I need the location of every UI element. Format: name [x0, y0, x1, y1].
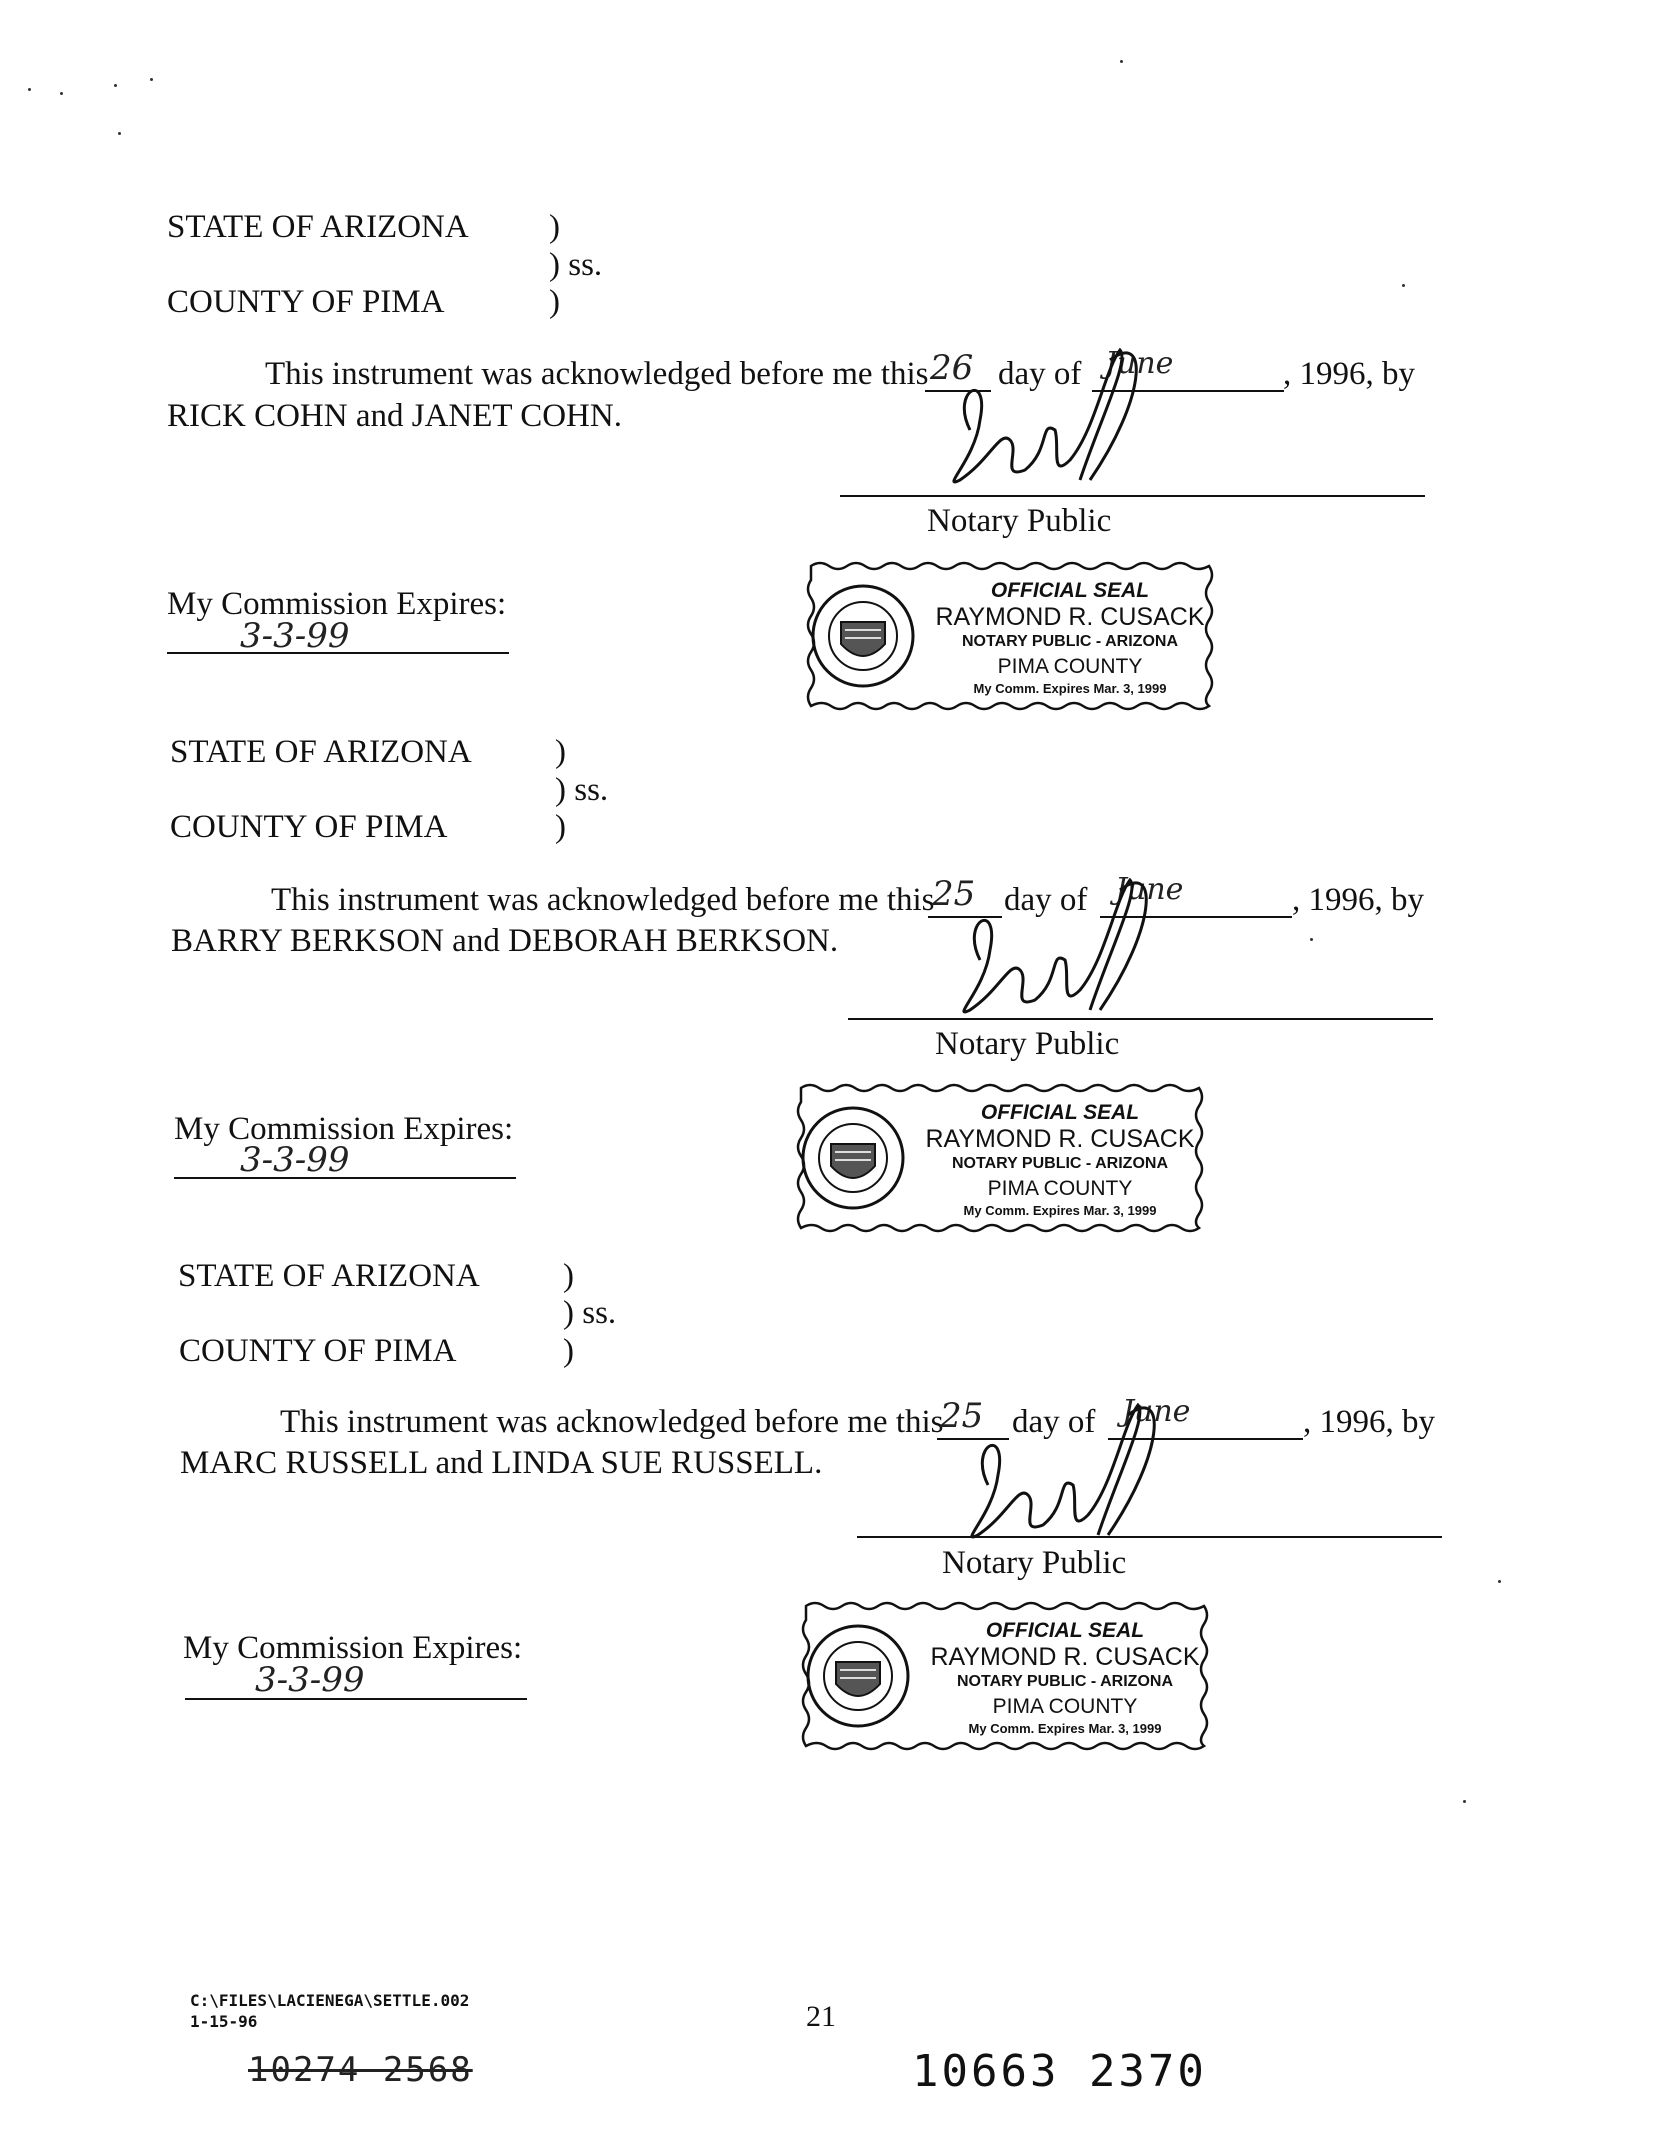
- seal-county: PIMA COUNTY: [997, 655, 1143, 678]
- commission-date-handwritten: 3-3-99: [240, 1140, 350, 1180]
- seal-name: RAYMOND R. CUSACK: [925, 1125, 1195, 1153]
- county-heading: COUNTY OF PIMA: [167, 284, 445, 320]
- file-path: C:\FILES\LACIENEGA\SETTLE.002: [190, 1991, 470, 2010]
- notary-signature: [948, 1385, 1191, 1565]
- seal-title: OFFICIAL SEAL: [980, 1101, 1140, 1124]
- seal-role: NOTARY PUBLIC - ARIZONA: [962, 633, 1178, 650]
- month-handwritten: June: [1105, 346, 1174, 381]
- seal-title: OFFICIAL SEAL: [985, 1619, 1145, 1642]
- scan-speck: [1402, 284, 1405, 287]
- commission-date-handwritten: 3-3-99: [240, 616, 350, 656]
- commission-label: My Commission Expires:: [167, 586, 507, 622]
- day-handwritten: 25: [932, 874, 976, 914]
- scan-speck: [1498, 1580, 1501, 1583]
- ss-mark: ) ss.: [563, 1295, 617, 1331]
- paren: ): [555, 809, 566, 845]
- commission-label: My Commission Expires:: [183, 1630, 523, 1666]
- official-seal: [800, 1600, 1210, 1752]
- month-handwritten: June: [1115, 872, 1184, 907]
- seal-role: NOTARY PUBLIC - ARIZONA: [957, 1673, 1173, 1690]
- day-of-text: day of: [1004, 882, 1088, 918]
- ss-mark: ) ss.: [555, 772, 609, 808]
- ack-text: This instrument was acknowledged before me this: [271, 882, 935, 918]
- notary-signature: [930, 330, 1170, 510]
- signature-line: [848, 1018, 1433, 1020]
- state-heading: STATE OF ARIZONA: [167, 209, 469, 245]
- scan-speck: [118, 132, 121, 135]
- notary-public-label: Notary Public: [942, 1545, 1127, 1581]
- state-heading: STATE OF ARIZONA: [170, 734, 472, 770]
- day-of-text: day of: [1012, 1404, 1096, 1440]
- day-handwritten: 25: [940, 1396, 984, 1436]
- page-number: 21: [806, 2000, 836, 2033]
- commission-line: [185, 1698, 527, 1700]
- old-record-number: 10274 2568: [248, 2050, 473, 2090]
- scan-speck: [114, 84, 117, 87]
- notary-public-label: Notary Public: [935, 1026, 1120, 1062]
- signature-line: [840, 495, 1425, 497]
- year-by-text: , 1996, by: [1283, 356, 1415, 392]
- commission-line: [174, 1177, 516, 1179]
- scan-speck: [1120, 60, 1123, 63]
- parties-text: MARC RUSSELL and LINDA SUE RUSSELL.: [180, 1445, 823, 1481]
- year-by-text: , 1996, by: [1292, 882, 1424, 918]
- parties-text: BARRY BERKSON and DEBORAH BERKSON.: [171, 923, 839, 959]
- paren: ): [563, 1258, 574, 1294]
- scan-speck: [1463, 1800, 1466, 1803]
- seal-expires: My Comm. Expires Mar. 3, 1999: [973, 681, 1167, 696]
- signature-line: [857, 1536, 1442, 1538]
- notary-public-label: Notary Public: [927, 503, 1112, 539]
- scan-speck: [28, 88, 31, 91]
- seal-name: RAYMOND R. CUSACK: [935, 603, 1205, 631]
- county-heading: COUNTY OF PIMA: [170, 809, 448, 845]
- notary-signature: [940, 860, 1180, 1040]
- seal-county: PIMA COUNTY: [992, 1695, 1138, 1718]
- day-handwritten: 26: [930, 348, 974, 388]
- ss-mark: ) ss.: [549, 247, 603, 283]
- county-heading: COUNTY OF PIMA: [179, 1333, 457, 1369]
- year-by-text: , 1996, by: [1303, 1404, 1435, 1440]
- official-seal: [795, 1082, 1205, 1234]
- official-seal: [805, 560, 1215, 712]
- scan-speck: [60, 92, 63, 95]
- day-of-text: day of: [998, 356, 1082, 392]
- seal-county: PIMA COUNTY: [987, 1177, 1133, 1200]
- paren: ): [549, 284, 560, 320]
- commission-date-handwritten: 3-3-99: [255, 1660, 365, 1700]
- paren: ): [555, 734, 566, 770]
- paren: ): [549, 209, 560, 245]
- seal-role: NOTARY PUBLIC - ARIZONA: [952, 1155, 1168, 1172]
- record-number: 10663 2370: [912, 2046, 1207, 2097]
- commission-label: My Commission Expires:: [174, 1111, 514, 1147]
- parties-text: RICK COHN and JANET COHN.: [167, 398, 622, 434]
- file-date: 1-15-96: [190, 2012, 258, 2031]
- seal-name: RAYMOND R. CUSACK: [930, 1643, 1200, 1671]
- seal-expires: My Comm. Expires Mar. 3, 1999: [968, 1721, 1162, 1736]
- seal-expires: My Comm. Expires Mar. 3, 1999: [963, 1203, 1157, 1218]
- seal-title: OFFICIAL SEAL: [990, 579, 1150, 602]
- scan-speck: [1310, 938, 1313, 941]
- ack-text: This instrument was acknowledged before me this: [265, 356, 929, 392]
- commission-line: [167, 652, 509, 654]
- scan-speck: [150, 78, 153, 81]
- ack-text: This instrument was acknowledged before me this: [280, 1404, 944, 1440]
- month-handwritten: June: [1122, 1394, 1191, 1429]
- state-heading: STATE OF ARIZONA: [178, 1258, 480, 1294]
- paren: ): [563, 1333, 574, 1369]
